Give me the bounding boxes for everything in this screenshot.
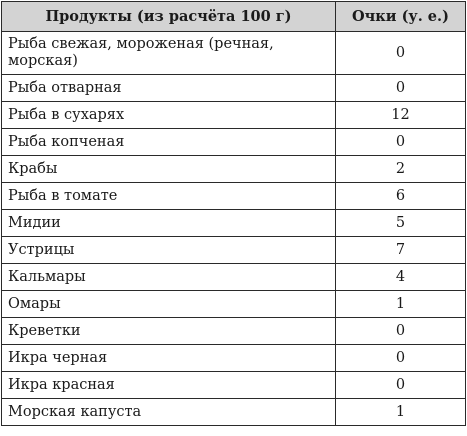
table-header xyxy=(2,2,466,32)
table-row xyxy=(2,318,466,345)
row-points-value: 7 xyxy=(336,237,466,264)
row-points-value: 0 xyxy=(336,345,466,372)
row-product-name: Икра черная xyxy=(2,345,336,372)
row-product-name: Кальмары xyxy=(2,264,336,291)
header-product: Продукты (из расчёта 100 г) xyxy=(2,2,336,32)
table-row xyxy=(2,399,466,426)
row-points-value: 12 xyxy=(336,102,466,129)
table-row xyxy=(2,210,466,237)
row-points-value: 0 xyxy=(336,318,466,345)
table-row xyxy=(2,291,466,318)
table-row xyxy=(2,156,466,183)
food-points-table xyxy=(1,1,466,426)
table-row xyxy=(2,102,466,129)
row-product-name: Крабы xyxy=(2,156,336,183)
row-product-name: Креветки xyxy=(2,318,336,345)
row-points-value: 2 xyxy=(336,156,466,183)
row-product-name: Омары xyxy=(2,291,336,318)
row-product-name: Икра красная xyxy=(2,372,336,399)
row-points-value: 0 xyxy=(336,372,466,399)
table-body xyxy=(2,32,466,426)
table-row xyxy=(2,264,466,291)
row-points-value: 0 xyxy=(336,129,466,156)
row-points-value: 1 xyxy=(336,291,466,318)
table-row xyxy=(2,129,466,156)
row-points-value: 1 xyxy=(336,399,466,426)
table-row xyxy=(2,237,466,264)
row-product-name: Рыба отварная xyxy=(2,75,336,102)
table-row xyxy=(2,183,466,210)
row-points-value: 4 xyxy=(336,264,466,291)
row-points-value: 5 xyxy=(336,210,466,237)
table-row xyxy=(2,372,466,399)
row-points-value: 0 xyxy=(336,75,466,102)
row-product-name: Рыба копченая xyxy=(2,129,336,156)
row-product-name: Рыба в томате xyxy=(2,183,336,210)
table-row xyxy=(2,345,466,372)
header-row xyxy=(2,2,466,32)
table-row xyxy=(2,75,466,102)
row-product-name: Мидии xyxy=(2,210,336,237)
row-points-value: 6 xyxy=(336,183,466,210)
table-row xyxy=(2,32,466,75)
row-product-name: Устрицы xyxy=(2,237,336,264)
row-points-value: 0 xyxy=(336,32,466,75)
row-product-name: Рыба свежая, мороженая (речная, морская) xyxy=(2,32,336,75)
row-product-name: Морская капуста xyxy=(2,399,336,426)
row-product-name: Рыба в сухарях xyxy=(2,102,336,129)
header-points: Очки (у. е.) xyxy=(336,2,466,32)
